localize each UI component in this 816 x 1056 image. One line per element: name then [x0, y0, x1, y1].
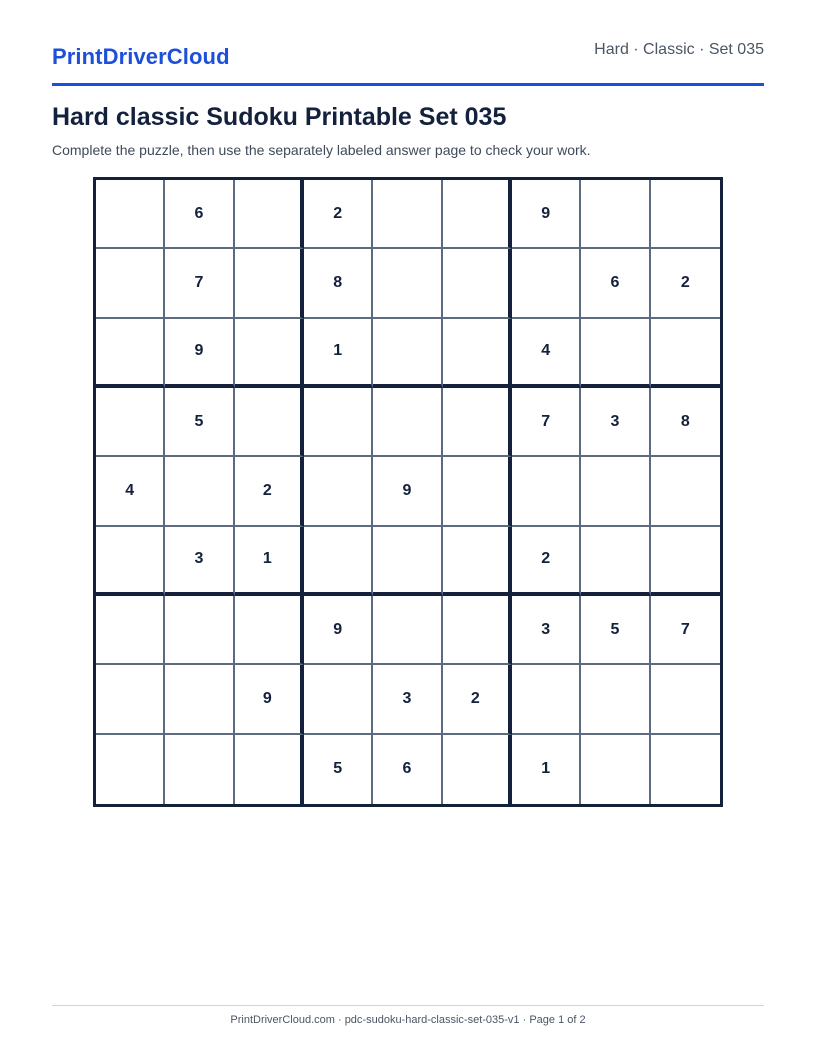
sudoku-cell: 9	[304, 596, 373, 665]
sudoku-cell	[651, 665, 720, 734]
sudoku-cell	[443, 457, 512, 526]
sudoku-cell	[443, 735, 512, 804]
puzzle-meta: Hard · Classic · Set 035	[594, 41, 764, 58]
sudoku-cell	[373, 319, 442, 388]
sudoku-cell	[235, 249, 304, 318]
sudoku-cell: 5	[165, 388, 234, 457]
sudoku-cell	[96, 180, 165, 249]
sudoku-cell	[165, 665, 234, 734]
sudoku-cell	[443, 388, 512, 457]
sudoku-cell: 5	[581, 596, 650, 665]
sudoku-cell	[96, 735, 165, 804]
sudoku-cell	[235, 596, 304, 665]
sudoku-cell	[512, 249, 581, 318]
sudoku-cell: 9	[373, 457, 442, 526]
sudoku-cell	[96, 596, 165, 665]
sudoku-cell: 7	[165, 249, 234, 318]
sudoku-cell	[373, 388, 442, 457]
sudoku-cell: 8	[304, 249, 373, 318]
sudoku-cell	[443, 180, 512, 249]
header-divider	[52, 83, 764, 86]
sudoku-cell	[581, 527, 650, 596]
sudoku-cell	[651, 457, 720, 526]
sudoku-cell: 2	[304, 180, 373, 249]
sudoku-cell	[651, 735, 720, 804]
sudoku-cell	[235, 735, 304, 804]
sudoku-cell	[235, 180, 304, 249]
sudoku-cell	[165, 735, 234, 804]
sudoku-cell	[235, 319, 304, 388]
sudoku-cell	[96, 527, 165, 596]
sudoku-cell	[443, 319, 512, 388]
sudoku-cell: 4	[512, 319, 581, 388]
sudoku-cell: 2	[443, 665, 512, 734]
sudoku-cell: 7	[651, 596, 720, 665]
sudoku-cell	[373, 180, 442, 249]
sudoku-cell	[512, 457, 581, 526]
sudoku-cell: 1	[512, 735, 581, 804]
sudoku-cell	[165, 457, 234, 526]
sudoku-cell	[96, 665, 165, 734]
sudoku-cell: 2	[512, 527, 581, 596]
sudoku-cell	[235, 388, 304, 457]
sudoku-cell: 6	[373, 735, 442, 804]
sudoku-cell	[581, 319, 650, 388]
sudoku-grid	[93, 177, 723, 807]
sudoku-cell: 9	[165, 319, 234, 388]
sudoku-cell	[304, 457, 373, 526]
page-subtitle: Complete the puzzle, then use the separately labeled answer page to check your work.	[52, 142, 591, 158]
sudoku-cell: 3	[581, 388, 650, 457]
footer-divider	[52, 1005, 764, 1006]
sudoku-cell	[443, 527, 512, 596]
sudoku-cell	[304, 665, 373, 734]
sudoku-cell: 1	[304, 319, 373, 388]
sudoku-cell	[651, 180, 720, 249]
sudoku-cell: 6	[581, 249, 650, 318]
sudoku-cell: 2	[651, 249, 720, 318]
brand-logo: PrintDriverCloud	[52, 44, 230, 69]
sudoku-cell: 5	[304, 735, 373, 804]
sudoku-cell	[512, 665, 581, 734]
sudoku-cell	[581, 180, 650, 249]
sudoku-cell	[651, 319, 720, 388]
sudoku-cell	[651, 527, 720, 596]
sudoku-cell	[443, 596, 512, 665]
sudoku-cell: 8	[651, 388, 720, 457]
sudoku-cell	[96, 388, 165, 457]
sudoku-cell	[581, 735, 650, 804]
sudoku-cell: 6	[165, 180, 234, 249]
sudoku-cell	[96, 319, 165, 388]
sudoku-cell: 2	[235, 457, 304, 526]
sudoku-cell: 4	[96, 457, 165, 526]
page-title: Hard classic Sudoku Printable Set 035	[52, 103, 507, 131]
sudoku-cell	[304, 388, 373, 457]
footer-text: PrintDriverCloud.com · pdc-sudoku-hard-classic-set-035-v1 · Page 1 of 2	[230, 1014, 586, 1026]
sudoku-cell	[581, 457, 650, 526]
sudoku-cell: 1	[235, 527, 304, 596]
sudoku-cell	[443, 249, 512, 318]
sudoku-cell	[96, 249, 165, 318]
sudoku-cell: 7	[512, 388, 581, 457]
sudoku-cell	[165, 596, 234, 665]
sudoku-cell: 9	[235, 665, 304, 734]
sudoku-cell	[304, 527, 373, 596]
sudoku-cell: 3	[512, 596, 581, 665]
sudoku-cell: 3	[165, 527, 234, 596]
sudoku-cell	[373, 527, 442, 596]
sudoku-cell	[581, 665, 650, 734]
sudoku-cell	[373, 249, 442, 318]
sudoku-cell	[373, 596, 442, 665]
sudoku-cell: 3	[373, 665, 442, 734]
sudoku-cell: 9	[512, 180, 581, 249]
